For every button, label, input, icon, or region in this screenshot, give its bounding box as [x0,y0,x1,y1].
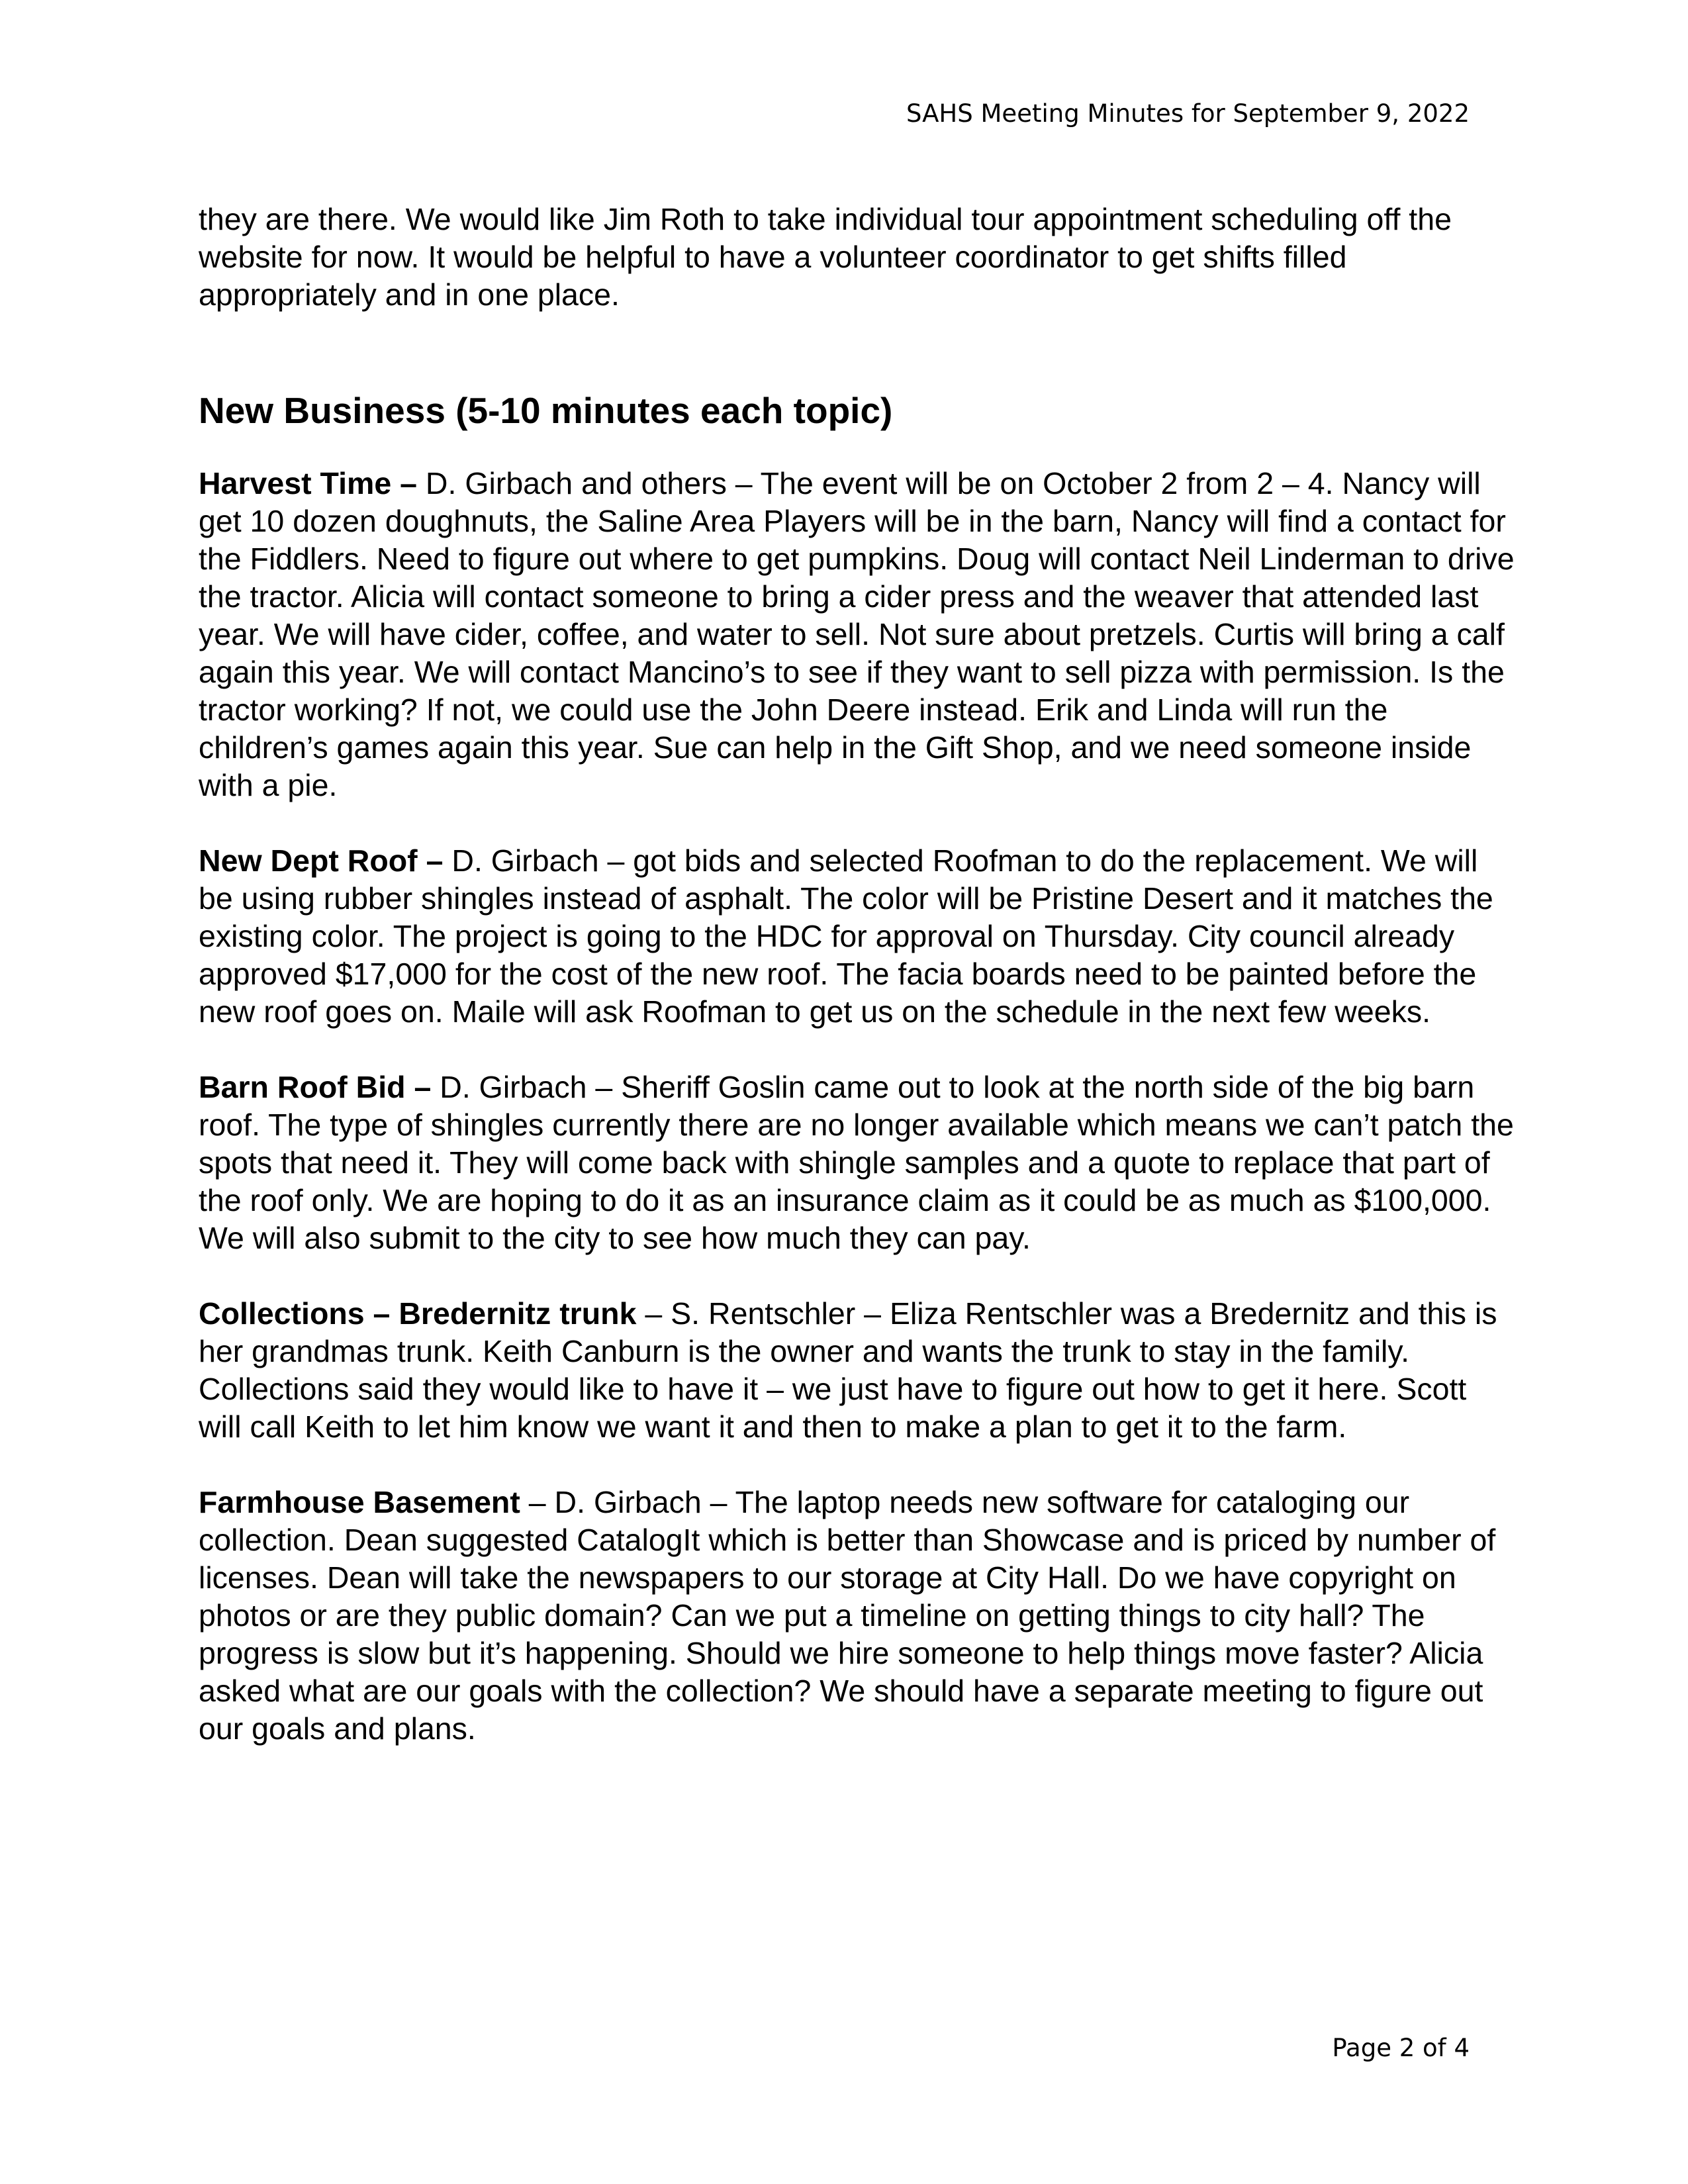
item-title: Collections – Bredernitz trunk [199,1296,637,1331]
item-body: – D. Girbach – The laptop needs new software for cataloging our collection. Dean suggested CatalogIt which is better than Showcase and is priced by number of licenses. Dean will take the newspapers to our storage at City Hall. Do we have copyright on photos or are they public domain? Can we put a timeline on getting things to city hall? The progress is slow but it’s happening. Should we hire someone to help things move faster? Alicia asked what are our goals with the collection? We should have a separate meeting to figure out our goals and plans. [199,1485,1496,1746]
item-body: D. Girbach and others – The event will be on October 2 from 2 – 4. Nancy will get 10 dozen doughnuts, the Saline Area Players will be in the barn, Nancy will find a contact for the Fiddlers. Need to figure out where to get pumpkins. Doug will contact Neil Linderman to drive the tractor. Alicia will contact someone to bring a cider press and the weaver that attended last year. We will have cider, coffee, and water to sell. Not sure about pretzels. Curtis will bring a calf again this year. We will contact Mancino’s to see if they want to sell pizza with permission. Is the tractor working? If not, we could use the John Deere instead. Erik and Linda will run the children’s games again this year. Sue can help in the Gift Shop, and we need someone inside with a pie. [199,466,1515,802]
item-title: Barn Roof Bid – [199,1070,432,1104]
page-header: SAHS Meeting Minutes for September 9, 2022 [906,99,1470,128]
item-title: Farmhouse Basement [199,1485,520,1519]
page-number: Page 2 of 4 [1332,2034,1470,2062]
intro-paragraph: they are there. We would like Jim Roth to take individual tour appointment scheduling off the website for now. It would be helpful to have a volunteer coordinator to get shifts filled appropriately and in one place. [199,202,1452,312]
item-farmhouse-basement [199,1484,1516,1748]
item-harvest-time [199,465,1516,804]
item-body: D. Girbach – Sheriff Goslin came out to look at the north side of the big barn roof. The type of shingles currently there are no longer available which means we can’t patch the spots that need it. They will come back with shingle samples and a quote to replace that part of the roof only. We are hoping to do it as an insurance claim as it could be as much as $100,000. We will also submit to the city to see how much they can pay. [199,1070,1514,1255]
item-barn-roof-bid [199,1068,1516,1257]
item-collections-bredernitz-trunk [199,1295,1516,1446]
item-body: D. Girbach – got bids and selected Roofman to do the replacement. We will be using rubber shingles instead of asphalt. The color will be Pristine Desert and it matches the existing color. The project is going to the HDC for approval on Thursday. City council already approved $17,000 for the cost of the new roof. The facia boards need to be painted before the new roof goes on. Maile will ask Roofman to get us on the schedule in the next few weeks. [199,843,1493,1029]
item-title: New Dept Roof – [199,843,444,878]
item-body: – S. Rentschler – Eliza Rentschler was a Bredernitz and this is her grandmas trunk. Keith Canburn is the owner and wants the trunk to stay in the family. Collections said they would like to have it – we just have to figure out how to get it here. Scott will call Keith to let him know we want it and then to make a plan to get it to the farm. [199,1296,1497,1444]
document-body [199,201,1516,1785]
item-title: Harvest Time – [199,466,417,500]
item-new-dept-roof [199,842,1516,1031]
section-heading: New Business (5-10 minutes each topic) [199,390,893,431]
